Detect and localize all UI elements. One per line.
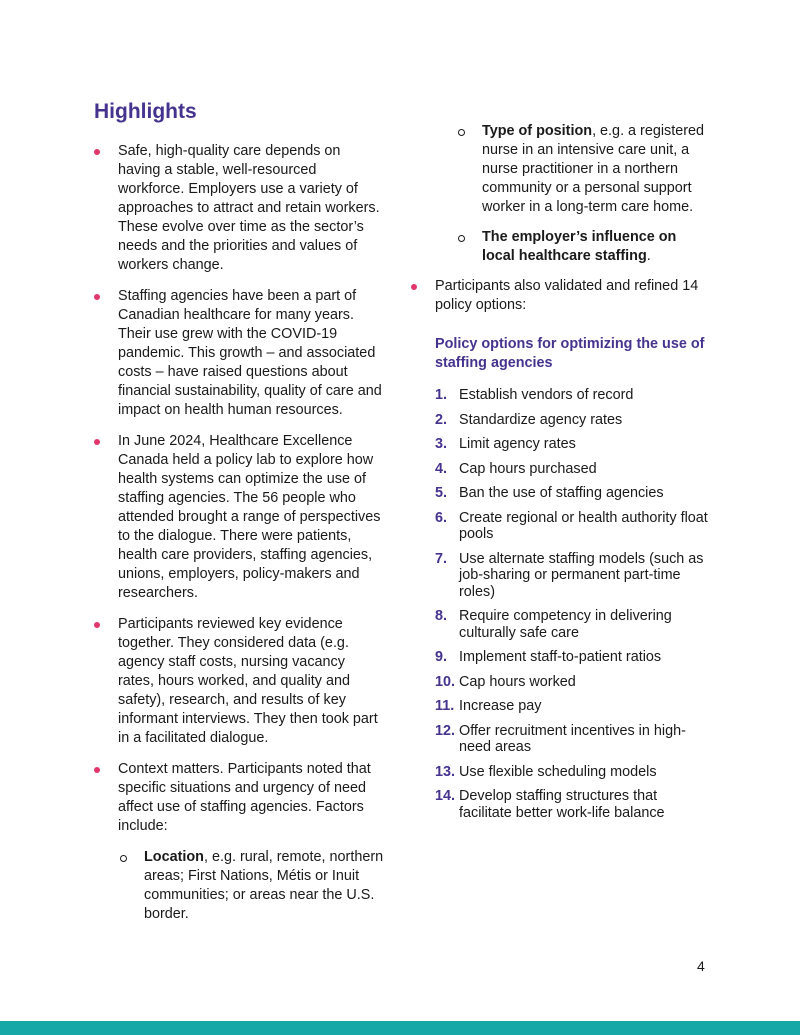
- factors-list-continued: [411, 122, 711, 266]
- factors-list: [118, 848, 384, 924]
- highlights-list: [94, 142, 384, 924]
- policy-number: 12.: [435, 722, 456, 739]
- left-column: [94, 142, 384, 936]
- policy-item: [435, 698, 711, 715]
- policy-text: Limit agency rates: [459, 436, 576, 452]
- bullet-text: Staffing agencies have been a part of Canadian healthcare for many years. Their use grew with the COVID-19 pandemic. This growth – and associated costs – have raised questions about financial sustainability, quality of care and impact on health human resources.: [118, 288, 382, 418]
- bullet-icon: [94, 149, 100, 155]
- footer-bar: [0, 1021, 800, 1035]
- policy-number: 14.: [435, 788, 456, 804]
- factor-text: , e.g. a registered nurse in an intensive care unit, a nurse practitioner in a northern community or a personal support worker in a long-term care home.: [482, 123, 705, 215]
- policy-text: Increase pay: [459, 698, 542, 714]
- bullet-icon: [411, 284, 417, 290]
- list-item: [94, 760, 384, 924]
- policy-item: [435, 608, 711, 641]
- page-heading: Highlights: [94, 100, 197, 123]
- bullet-icon: [94, 767, 100, 773]
- policy-item: [435, 485, 711, 502]
- policy-item: [435, 412, 711, 429]
- policy-number: 4.: [435, 460, 448, 477]
- policy-item: [435, 387, 711, 404]
- factor-title: Location: [144, 849, 204, 865]
- policy-item: [435, 764, 711, 781]
- policy-text: Create regional or health authority float pools: [459, 509, 708, 542]
- policy-number: 7.: [435, 550, 448, 567]
- policy-item: [435, 551, 711, 601]
- policy-number: 3.: [435, 436, 448, 452]
- policy-item: [435, 649, 711, 666]
- policy-number: 2.: [435, 411, 448, 428]
- policy-number: 11.: [435, 698, 455, 714]
- policy-text: Use alternate staffing models (such as job-sharing or permanent part-time roles): [459, 550, 704, 600]
- bullet-text: Safe, high-quality care depends on having a stable, well-resourced workforce. Employers use a variety of approaches to attract and retain workers. These evolve over time as the sector’s needs and the priorities and values of workers change.: [118, 143, 380, 273]
- factor-item: [118, 848, 384, 924]
- list-item: [94, 615, 384, 748]
- policy-text: Develop staffing structures that facilitate better work-life balance: [459, 788, 665, 821]
- list-item: [94, 287, 384, 420]
- policy-text: Cap hours purchased: [459, 460, 597, 477]
- policy-item: [435, 723, 711, 756]
- right-column: [411, 122, 711, 829]
- circle-bullet-icon: [458, 235, 465, 242]
- policy-number: 5.: [435, 485, 448, 501]
- factor-title: Type of position: [482, 123, 593, 139]
- policy-text: Offer recruitment incentives in high-need areas: [459, 722, 686, 755]
- bullet-text: Context matters. Participants noted that specific situations and urgency of need affect use of staffing agencies. Factors include:: [118, 761, 371, 834]
- highlights-list-continued: [411, 277, 711, 315]
- policy-text: Require competency in delivering culturally safe care: [459, 608, 672, 641]
- policy-text: Use flexible scheduling models: [459, 763, 657, 780]
- policy-item: [435, 461, 711, 478]
- policy-item: [435, 510, 711, 543]
- bullet-icon: [94, 622, 100, 628]
- factor-item: [456, 228, 711, 266]
- policy-number: 8.: [435, 608, 448, 624]
- factor-item: [456, 122, 711, 217]
- factor-text: .: [646, 248, 651, 264]
- policy-text: Cap hours worked: [459, 673, 576, 690]
- bullet-text: Participants reviewed key evidence together. They considered data (e.g. agency staff costs, nursing vacancy rates, hours worked, and quality and safety), research, and results of key informant interviews. They then took part in a facilitated dialogue.: [118, 616, 378, 746]
- policy-item: [435, 788, 711, 821]
- factor-text: , e.g. rural, remote, northern areas; First Nations, Métis or Inuit communities; or areas near the U.S. border.: [144, 849, 384, 922]
- policy-text: Implement staff-to-patient ratios: [459, 649, 662, 665]
- bullet-icon: [94, 294, 100, 300]
- list-item: [94, 432, 384, 603]
- bullet-text: Participants also validated and refined 14 policy options:: [435, 278, 699, 313]
- bullet-text: In June 2024, Healthcare Excellence Canada held a policy lab to explore how health systems can optimize the use of staffing agencies. The 56 people who attended brought a range of perspectives to the dialogue. There were patients, health care providers, staffing agencies, unions, employers, policy-makers and researchers.: [118, 433, 381, 601]
- policy-text: Ban the use of staffing agencies: [459, 485, 664, 501]
- circle-bullet-icon: [458, 129, 465, 136]
- page-number: 4: [697, 958, 705, 974]
- circle-bullet-icon: [120, 855, 127, 862]
- list-item: [411, 277, 711, 315]
- policy-item: [435, 674, 711, 691]
- list-item: [94, 142, 384, 275]
- policy-text: Establish vendors of record: [459, 387, 634, 403]
- policy-options-list: [411, 387, 711, 821]
- policy-number: 9.: [435, 649, 448, 665]
- policy-number: 13.: [435, 763, 456, 780]
- policy-options-title: Policy options for optimizing the use of staffing agencies: [435, 336, 705, 371]
- policy-number: 6.: [435, 509, 448, 526]
- policy-item: [435, 436, 711, 453]
- policy-text: Standardize agency rates: [459, 411, 623, 428]
- factor-title: The employer’s influence on local healthcare staffing: [482, 229, 677, 264]
- policy-number: 1.: [435, 387, 448, 403]
- policy-number: 10.: [435, 673, 456, 690]
- bullet-icon: [94, 439, 100, 445]
